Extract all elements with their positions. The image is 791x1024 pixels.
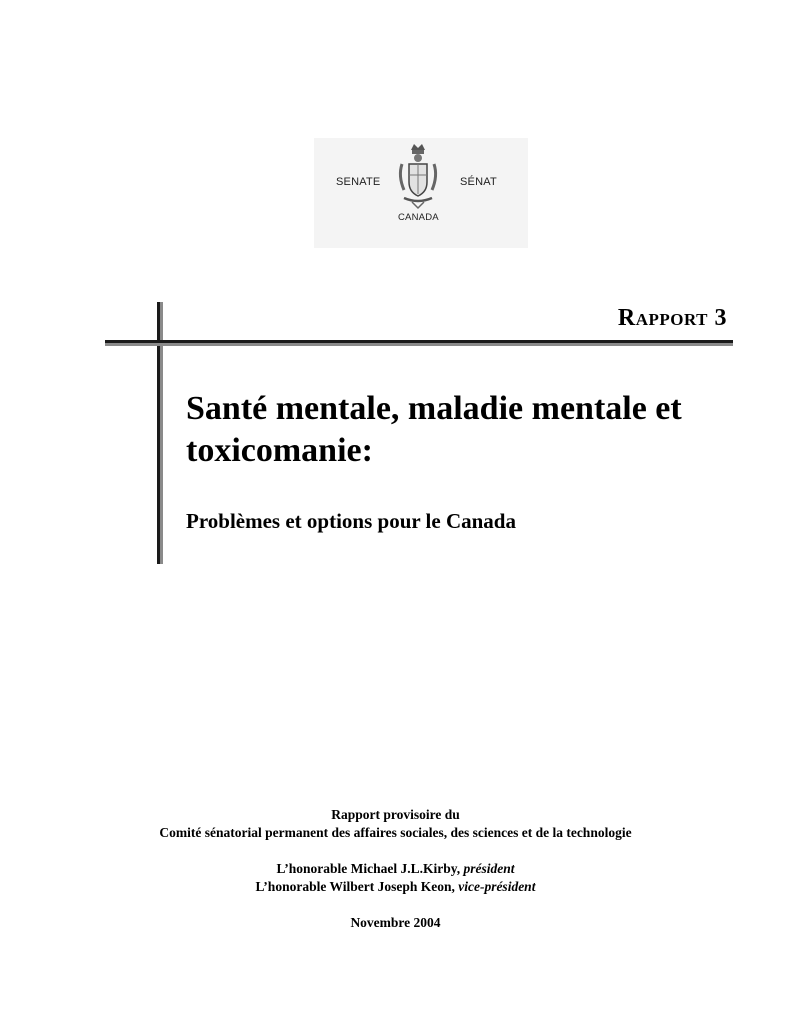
vice-chair-name: L’honorable Wilbert Joseph Keon, bbox=[255, 879, 459, 894]
report-subtitle: Problèmes et options pour le Canada bbox=[186, 509, 516, 533]
report-footer bbox=[0, 806, 791, 932]
vice-chair-line bbox=[0, 878, 791, 896]
chair-role: président bbox=[463, 861, 515, 876]
footer-line-committee: Comité sénatorial permanent des affaires sociales, des sciences et de la technologie bbox=[159, 825, 632, 840]
logo-senate-text: SENATE bbox=[336, 176, 381, 188]
senate-logo bbox=[314, 138, 528, 248]
footer-line-interim: Rapport provisoire du bbox=[331, 807, 460, 822]
logo-canada-text: CANADA bbox=[398, 212, 439, 223]
chair-line bbox=[0, 860, 791, 878]
chair-name: L’honorable Michael J.L.Kirby, bbox=[276, 861, 464, 876]
report-date: Novembre 2004 bbox=[350, 915, 441, 930]
report-title: Santé mentale, maladie mentale et toxicomanie: bbox=[186, 390, 682, 469]
horizontal-rule bbox=[105, 340, 733, 346]
report-number: Rapport 3 bbox=[617, 305, 727, 331]
logo-senat-text: SÉNAT bbox=[460, 176, 497, 188]
vice-chair-role: vice-président bbox=[458, 879, 536, 894]
coat-of-arms-icon bbox=[394, 142, 442, 212]
